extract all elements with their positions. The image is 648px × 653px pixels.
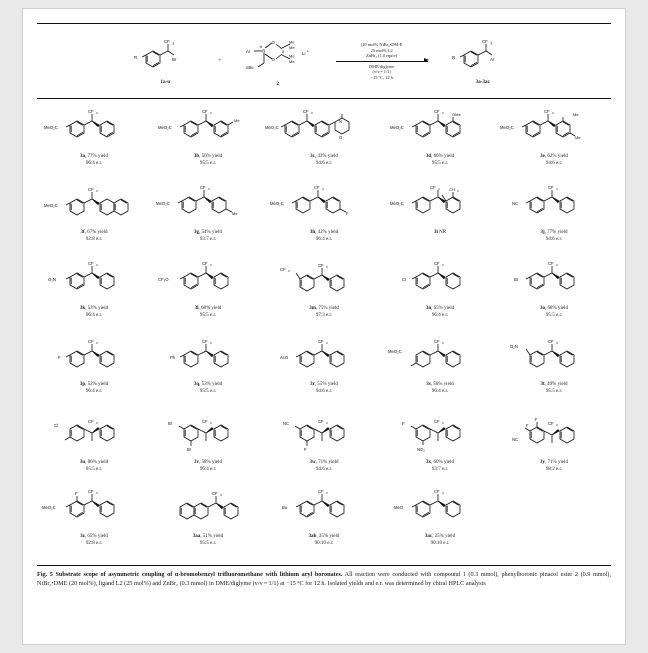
- arrow-line: [336, 61, 428, 62]
- conditions-bottom-3: −15 °C, 12 h: [370, 74, 393, 80]
- entry-yield: 25% yield: [434, 534, 456, 539]
- svg-text:CF: CF: [430, 185, 436, 190]
- entry-id: 3f: [80, 230, 85, 235]
- svg-text:3: 3: [556, 423, 558, 428]
- svg-text:3: 3: [556, 187, 558, 192]
- entry-yield: 68% yield: [547, 306, 568, 311]
- svg-text:3: 3: [220, 493, 222, 498]
- svg-text:3: 3: [556, 263, 558, 268]
- figure-caption: [37, 565, 611, 589]
- svg-text:CF: CF: [434, 109, 440, 114]
- svg-text:CF: CF: [434, 339, 440, 344]
- product-entry: CF 3 MeO₂C Me Me 3e, 62% yield 94:6 e.r.: [500, 109, 581, 167]
- substituent-label: MeO: [394, 505, 404, 510]
- entry-er: 94:6 e.r.: [545, 237, 563, 243]
- svg-text:CF: CF: [200, 185, 206, 190]
- product-entry: CF 3 3aa, 51% yield 95:5 e.r.: [151, 485, 265, 561]
- extra-label: NO₂: [417, 447, 425, 452]
- product-entry: CF 3 MeO 3ac, 25% yield 90:10 e.r.: [383, 485, 497, 561]
- product-entry: CF 3 Bu 3ab, 35% yield 90:10 e.r.: [265, 485, 383, 561]
- product-entry: CF 3 NC 3j, 77% yield 94:6 e.r.: [497, 181, 611, 257]
- entry-er: 94:6 e.r.: [545, 161, 563, 167]
- entry-id: 3o: [540, 306, 546, 311]
- svg-text:3: 3: [96, 491, 98, 496]
- svg-text:CF: CF: [88, 489, 94, 494]
- svg-text:CF: CF: [202, 109, 208, 114]
- extra-label: F: [304, 447, 307, 452]
- product-entry: CF 3 MeO₂C 3s, 56% yield 96:4 e.r.: [383, 333, 497, 409]
- svg-text:Me: Me: [575, 135, 581, 140]
- svg-text:CF: CF: [164, 39, 171, 44]
- product-entry: CF 3 Br Br 3v, 58% yield 96:4 e.r.: [151, 409, 265, 485]
- entry-er: 95:5 e.r.: [199, 313, 217, 319]
- product-grid: [37, 105, 611, 561]
- svg-text:3: 3: [552, 111, 554, 116]
- product-entry-empty: [497, 485, 611, 561]
- entry-id: 3m: [309, 306, 316, 311]
- product-entry: CF 3 MeO₂C F 3h, 42% yield 96:4 e.r.: [270, 185, 349, 243]
- entry-er: 95:5 e.r.: [199, 541, 217, 547]
- svg-text:B: B: [261, 48, 265, 54]
- entry-id: 3x: [426, 460, 432, 465]
- caption-rest: All reaction were conducted with compound 1 (0.3 mmol), phenylboronic pinacol ester 2 (0.9 mmol), NiBr₂•DME (20 mol%), ligand L2 (25 mol%) and ZnBr₂ (0.3 mmol) in DME/diglyme (v/v = 1/1) at −15 °C for 12 h. Isolated yields and e.r. was determined by chiral HPLC analysis: [37, 571, 612, 588]
- substituent-label: CF₃O: [158, 277, 169, 282]
- entry-yield: 65% yield: [433, 306, 455, 311]
- entry-id: 3y: [540, 460, 546, 465]
- svg-text:CF: CF: [318, 419, 324, 424]
- svg-text:CH: CH: [449, 187, 455, 192]
- svg-text:CF: CF: [88, 339, 94, 344]
- entry-id: 3q: [193, 382, 200, 387]
- extra-label: F: [346, 211, 349, 216]
- entry-er: 92:8 e.r.: [85, 541, 103, 547]
- substituent-label: MeO₂C: [265, 125, 279, 130]
- entry-yield: NR: [439, 230, 447, 235]
- svg-text:3: 3: [556, 341, 558, 346]
- svg-text:CF: CF: [544, 109, 550, 114]
- entry-er: 90:10 e.r.: [314, 541, 334, 547]
- conditions-top-2: 25 mol% L2: [370, 47, 393, 53]
- entry-yield: 68% yield: [200, 306, 222, 311]
- figure-label: Fig. 5: [37, 571, 53, 578]
- product-entry: CF 3 Cl 3u, 86% yield 95:5 e.r.: [37, 409, 151, 485]
- entry-id: 3j: [540, 230, 545, 235]
- substituent-label: Cl: [54, 423, 58, 428]
- svg-text:CF: CF: [318, 489, 324, 494]
- svg-text:CF: CF: [434, 261, 440, 266]
- svg-text:3: 3: [172, 41, 175, 46]
- extra-label: F: [75, 491, 78, 496]
- svg-text:Me: Me: [288, 58, 295, 64]
- entry-id: 3w: [309, 460, 316, 465]
- reaction-scheme: [37, 23, 611, 99]
- entry-er: 95:5 e.r.: [545, 389, 563, 395]
- entry-id: 3s: [426, 382, 431, 387]
- svg-text:CF: CF: [434, 489, 440, 494]
- entry-er: 95:5 e.r.: [85, 467, 103, 473]
- svg-text:O: O: [271, 40, 275, 46]
- svg-text:CF: CF: [88, 187, 94, 192]
- svg-text:3: 3: [326, 421, 328, 426]
- svg-text:Ar: Ar: [245, 49, 251, 54]
- svg-text:3: 3: [442, 491, 444, 496]
- svg-text:CF: CF: [202, 261, 208, 266]
- product-entry: CF 3 MeO₂C Me 3g, 54% yield 93:7 e.r.: [156, 185, 238, 243]
- substituent-label: MeO₂C: [270, 201, 284, 206]
- entry-yield: 51% yield: [202, 534, 224, 539]
- entry-id: 3p: [79, 382, 86, 387]
- svg-text:CF: CF: [212, 491, 218, 496]
- product-entry: CF 3 Br 3o, 68% yield 95:5 e.r.: [497, 257, 611, 333]
- entry-yield: 77% yield: [547, 230, 568, 235]
- svg-text:3: 3: [208, 187, 210, 192]
- product-entry: CF 3 NC F 3w, 71% yield 94:6 e.r.: [265, 409, 383, 485]
- entry-er: 98:2 e.r.: [545, 467, 563, 473]
- svg-text:3: 3: [326, 265, 328, 270]
- svg-text:CF: CF: [318, 339, 324, 344]
- svg-text:R: R: [451, 55, 455, 60]
- substituent-label: F: [402, 421, 405, 426]
- svg-text:Me: Me: [232, 211, 238, 216]
- extra-label: Me: [234, 118, 240, 123]
- entry-yield: 56% yield: [433, 382, 454, 387]
- entry-id: 3ab: [308, 534, 317, 539]
- entry-yield: 71% yield: [547, 460, 568, 465]
- entry-id: 3c: [310, 154, 315, 159]
- entry-yield: 53% yield: [201, 382, 223, 387]
- svg-text:F: F: [526, 423, 529, 428]
- entry-er: 96:4 e.r.: [85, 389, 103, 395]
- svg-text:CF: CF: [280, 267, 286, 272]
- svg-text:3: 3: [210, 111, 212, 116]
- entry-id: 3a: [80, 154, 86, 159]
- product-entry: CF 3 MeO₂C N O 3c, 43% yield 94:6 e.r.: [265, 105, 383, 181]
- entry-er: 96:4 e.r.: [431, 389, 449, 395]
- svg-text:N: N: [339, 119, 343, 124]
- reaction-arrow: [334, 42, 430, 80]
- substituent-label: NC: [283, 421, 290, 426]
- product-entry: CF 3 CF 3 3m, 75% yield 97:3 e.r.: [265, 257, 383, 333]
- svg-text:nBu: nBu: [245, 65, 254, 70]
- svg-text:CF: CF: [202, 339, 208, 344]
- svg-text:3: 3: [326, 491, 328, 496]
- entry-yield: 71% yield: [318, 460, 339, 465]
- svg-text:CF: CF: [202, 419, 208, 424]
- entry-id: 3ac: [424, 534, 433, 539]
- entry-id: 3l: [194, 306, 199, 311]
- product-label: 3a-3ac: [475, 79, 490, 85]
- figure-page: [22, 8, 626, 645]
- entry-yield: 55% yield: [317, 382, 338, 387]
- svg-text:CF: CF: [303, 109, 309, 114]
- conditions-top-1: [20 mol% NiBr₂•DM-E: [360, 42, 403, 47]
- svg-text:CF: CF: [318, 263, 324, 268]
- svg-text:3: 3: [288, 269, 290, 274]
- entry-er: 93:7 e.r.: [431, 467, 449, 473]
- entry-er: 92:8 e.r.: [85, 237, 103, 243]
- entry-yield: 56% yield: [201, 154, 223, 159]
- conditions-bottom-1: DME/diglyme: [369, 63, 395, 69]
- entry-yield: 35% yield: [318, 534, 340, 539]
- entry-yield: 65% yield: [87, 534, 108, 539]
- substituent-label: NC: [512, 437, 519, 442]
- svg-text:Me: Me: [288, 39, 295, 45]
- svg-text:3: 3: [96, 341, 98, 346]
- caption-bold: Substrate scope of asymmetric coupling of α-bromobenzyl trifluoromethane with lithium aryl boronates.: [55, 571, 343, 578]
- svg-text:Ar: Ar: [489, 57, 495, 62]
- product-entry: CF 3 Cl 3n, 65% yield 96:4 e.r.: [383, 257, 497, 333]
- product-entry: CF 3 O₂N 3k, 53% yield 96:4 e.r.: [37, 257, 151, 333]
- entry-id: 3r: [310, 382, 315, 387]
- svg-text:CF: CF: [481, 39, 488, 44]
- entry-yield: 75% yield: [318, 306, 339, 311]
- entry-id: 3t: [540, 382, 545, 387]
- product-entry: CF 3 F 3p, 52% yield 96:4 e.r.: [37, 333, 151, 409]
- substituent-label: MeO₂C: [158, 125, 172, 130]
- substituent-label: NC: [512, 201, 519, 206]
- svg-text:CF: CF: [548, 261, 554, 266]
- entry-id: 3u: [79, 460, 86, 465]
- entry-er: 95:5 e.r.: [431, 161, 449, 167]
- entry-er: 95:5 e.r.: [545, 313, 563, 319]
- svg-text:O: O: [271, 57, 275, 62]
- svg-text:CF: CF: [88, 109, 94, 114]
- entry-id: 3e: [540, 154, 545, 159]
- svg-text:3: 3: [311, 111, 313, 116]
- svg-text:3: 3: [322, 187, 324, 192]
- entry-id: 3n: [425, 306, 432, 311]
- substituent-label: MeO₂C: [44, 125, 58, 130]
- entry-er: 93:7 e.r.: [199, 237, 217, 243]
- substituent-label: Br: [514, 277, 519, 282]
- svg-text:Me: Me: [573, 112, 579, 117]
- svg-text:Br: Br: [172, 57, 177, 62]
- substituent-label: Cl: [402, 277, 406, 282]
- svg-text:CF: CF: [434, 419, 440, 424]
- svg-text:3: 3: [442, 263, 444, 268]
- substituent-label: MeO₂C: [388, 349, 402, 354]
- entry-id: 3d: [425, 154, 432, 159]
- svg-text:3: 3: [210, 421, 212, 426]
- svg-text:CF: CF: [548, 421, 554, 426]
- svg-text:Li: Li: [301, 51, 306, 56]
- entry-yield: 67% yield: [87, 230, 108, 235]
- entry-id: 3g: [194, 230, 200, 235]
- svg-text:3: 3: [96, 421, 98, 426]
- entry-yield: 86% yield: [87, 460, 109, 465]
- entry-er: 96:4 e.r.: [85, 161, 103, 167]
- entry-er: 96:4 e.r.: [315, 237, 333, 243]
- substituent-label: MeO₂C: [500, 125, 514, 130]
- entry-er: 94:6 e.r.: [315, 389, 333, 395]
- substituent-label: Bu: [282, 505, 288, 510]
- entry-yield: 77% yield: [87, 154, 108, 159]
- entry-yield: 49% yield: [547, 382, 568, 387]
- product-entry: CF 3 MeO₂C Me 3b, 56% yield 95:5 e.r.: [158, 109, 240, 167]
- svg-text:+: +: [306, 49, 309, 54]
- svg-text:R: R: [134, 55, 138, 60]
- svg-text:3: 3: [210, 341, 212, 346]
- substituent-label: Br: [168, 421, 173, 426]
- reagent-label: 2: [276, 81, 279, 87]
- substituent-label: MeO₂C: [42, 505, 56, 510]
- entry-er: 95:5 e.r.: [199, 389, 217, 395]
- entry-er: 94:6 e.r.: [315, 161, 333, 167]
- substituent-label: MeO₂C: [44, 203, 58, 208]
- substituent-label: AcO: [280, 355, 289, 360]
- entry-er: 96:4 e.r.: [199, 467, 217, 473]
- entry-yield: 66% yield: [433, 154, 455, 159]
- conditions-top-3: ZnBr₂ (1.0 equiv): [366, 53, 398, 58]
- substituent-label: MeO₂C: [390, 201, 404, 206]
- svg-text:3: 3: [457, 189, 459, 194]
- extra-label: Br: [187, 447, 192, 452]
- entry-yield: 54% yield: [201, 230, 222, 235]
- product-entry: CF 3 CF₃O 3l, 68% yield 95:5 e.r.: [151, 257, 265, 333]
- svg-text:3: 3: [326, 341, 328, 346]
- product-entry: CF 3 NC F F 3y, 71% yield 98:2 e.r.: [497, 409, 611, 485]
- scheme-product: [440, 37, 526, 85]
- svg-text:3: 3: [438, 187, 440, 192]
- product-entry: CF 3 MeO₂C 3a, 77% yield 96:4 e.r.: [37, 105, 151, 181]
- product-entry: CF 3 Ph 3q, 53% yield 95:5 e.r.: [151, 333, 265, 409]
- entry-er: 96:4 e.r.: [431, 313, 449, 319]
- svg-text:3: 3: [442, 421, 444, 426]
- conditions-bottom-2: (v/v = 1/1): [372, 69, 391, 74]
- svg-text:3: 3: [490, 41, 492, 46]
- svg-text:3: 3: [442, 341, 444, 346]
- svg-text:CF: CF: [548, 339, 554, 344]
- svg-text:F: F: [535, 417, 538, 422]
- entry-id: 3v: [194, 460, 200, 465]
- entry-yield: 62% yield: [547, 154, 568, 159]
- entry-id: 3k: [79, 306, 86, 311]
- substituent-label: MeO₂C: [156, 201, 170, 206]
- extra-label: OMe: [452, 112, 461, 117]
- svg-text:Me: Me: [288, 53, 295, 59]
- substituent-label: MeO₂C: [390, 125, 404, 130]
- svg-text:3: 3: [96, 189, 98, 194]
- scheme-substrate: [122, 37, 208, 85]
- svg-text:3: 3: [96, 111, 98, 116]
- product-entry: CF 3 F NO₂ 3x, 60% yield 93:7 e.r.: [383, 409, 497, 485]
- entry-er: 94:6 e.r.: [315, 467, 333, 473]
- entry-id: 3z: [80, 534, 85, 539]
- entry-id: 3h: [309, 230, 316, 235]
- svg-text:CF: CF: [548, 185, 554, 190]
- product-entry: CF 3 MeO₂C 3f, 67% yield 92:8 e.r.: [37, 181, 151, 257]
- entry-id: 3i: [433, 230, 438, 235]
- substituent-label: O₂N: [510, 344, 518, 349]
- product-entry: CF 3 AcO 3r, 55% yield 94:6 e.r.: [265, 333, 383, 409]
- substituent-label: O₂N: [48, 277, 56, 282]
- entry-yield: 42% yield: [317, 230, 339, 235]
- entry-yield: 58% yield: [201, 460, 222, 465]
- svg-text:3: 3: [442, 111, 444, 116]
- scheme-reagent: [232, 35, 324, 87]
- entry-er: 97:3 e.r.: [315, 313, 333, 319]
- entry-id: 3b: [193, 154, 200, 159]
- substituent-label: F: [58, 355, 61, 360]
- entry-er: 90:10 e.r.: [430, 541, 450, 547]
- entry-yield: 52% yield: [87, 382, 109, 387]
- entry-yield: 43% yield: [317, 154, 338, 159]
- product-entry: CF 3 O₂N 3t, 49% yield 95:5 e.r.: [497, 333, 611, 409]
- entry-yield: 60% yield: [433, 460, 454, 465]
- svg-text:⊖: ⊖: [259, 45, 262, 49]
- svg-text:Me: Me: [288, 45, 295, 50]
- entry-er: 96:4 e.r.: [85, 313, 103, 319]
- svg-text:CF: CF: [88, 419, 94, 424]
- substituent-label: Ph: [170, 355, 176, 360]
- svg-text:3: 3: [96, 263, 98, 268]
- entry-er: 95:5 e.r.: [199, 161, 217, 167]
- product-entry: CF 3 MeO₂C OMe 3d, 66% yield 95:5 e.r.: [390, 109, 461, 167]
- svg-text:O: O: [339, 135, 343, 140]
- svg-text:3: 3: [210, 263, 212, 268]
- entry-yield: 53% yield: [87, 306, 109, 311]
- svg-text:CF: CF: [314, 185, 320, 190]
- entry-id: 3aa: [192, 534, 201, 539]
- svg-text:CF: CF: [88, 261, 94, 266]
- substrate-label: 1a-u: [160, 79, 171, 85]
- product-entry: [383, 181, 497, 257]
- plus-sign: +: [218, 58, 222, 64]
- product-entry: CF 3 MeO₂C F 3z, 65% yield 92:8 e.r.: [37, 485, 151, 561]
